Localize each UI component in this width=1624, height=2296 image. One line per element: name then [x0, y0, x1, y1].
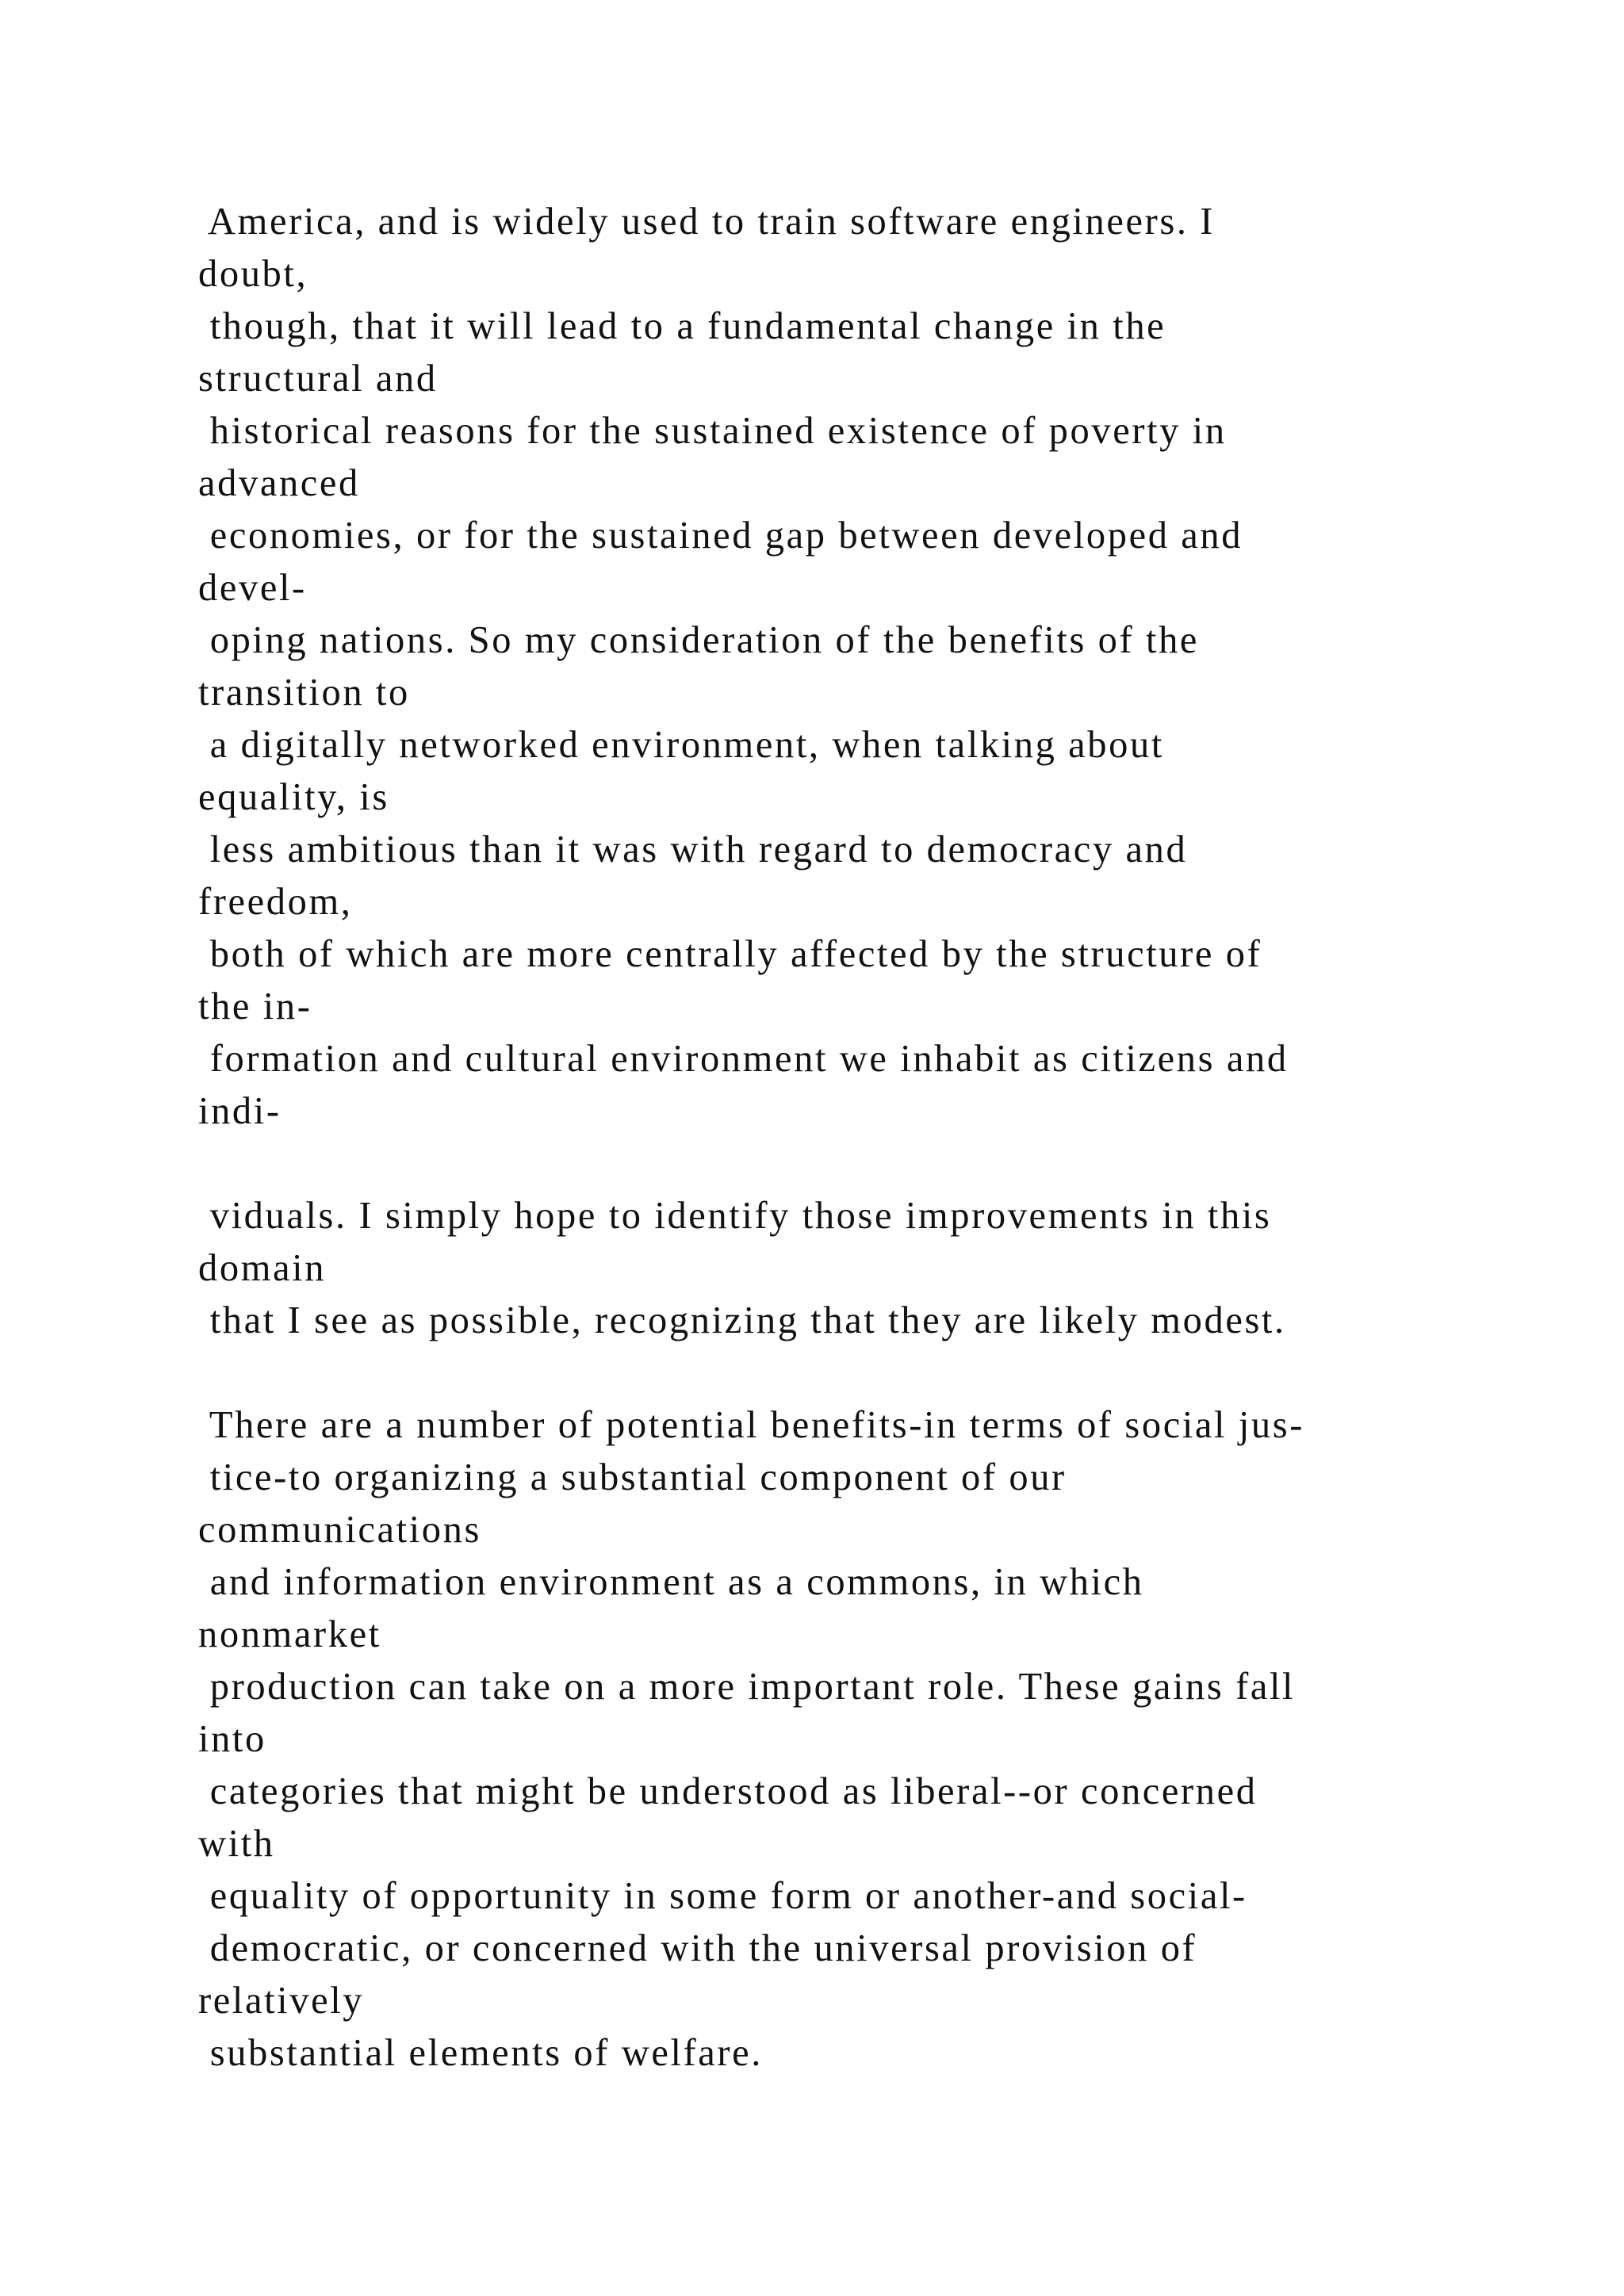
text-line: equality, is — [198, 776, 389, 818]
text-line: both of which are more centrally affected by the structure of — [198, 933, 1262, 975]
text-line: less ambitious than it was with regard to democracy and — [198, 828, 1188, 871]
text-line: communications — [198, 1509, 481, 1551]
text-line: equality of opportunity in some form or another-and social- — [198, 1875, 1247, 1917]
text-line: the in- — [198, 985, 312, 1027]
text-line: and information environment as a commons, in which — [198, 1561, 1144, 1603]
text-line: domain — [198, 1247, 327, 1289]
text-line: formation and cultural environment we inhabit as citizens and — [198, 1038, 1289, 1080]
text-line: relatively — [198, 1980, 365, 2022]
text-line: into — [198, 1718, 266, 1760]
text-line: America, and is widely used to train software engineers. I — [198, 201, 1216, 243]
text-line: structural and — [198, 358, 438, 400]
text-line: nonmarket — [198, 1613, 381, 1655]
text-line: oping nations. So my consideration of the benefits of the — [198, 619, 1200, 661]
text-line: doubt, — [198, 253, 308, 295]
text-line: indi- — [198, 1090, 282, 1132]
text-line: that I see as possible, recognizing that they are likely modest. — [198, 1299, 1286, 1341]
text-line: economies, or for the sustained gap between developed and — [198, 515, 1243, 557]
text-line: tice-to organizing a substantial component of our — [198, 1456, 1067, 1498]
text-line: substantial elements of welfare. — [198, 2032, 764, 2074]
text-line: with — [198, 1823, 275, 1865]
text-line: devel- — [198, 567, 307, 609]
text-line: advanced — [198, 462, 360, 504]
text-line: viduals. I simply hope to identify those improvements in this — [198, 1195, 1272, 1237]
text-line: though, that it will lead to a fundamental change in the — [198, 305, 1166, 347]
text-line: There are a number of potential benefits-in terms of social jus- — [198, 1404, 1304, 1446]
text-line: production can take on a more important role. These gains fall — [198, 1666, 1296, 1708]
text-line: categories that might be understood as liberal--or concerned — [198, 1770, 1258, 1812]
text-line: freedom, — [198, 881, 353, 923]
text-line: historical reasons for the sustained existence of poverty in — [198, 410, 1227, 452]
text-line: transition to — [198, 672, 410, 714]
text-line: a digitally networked environment, when talking about — [198, 724, 1164, 766]
text-line: democratic, or concerned with the universal provision of — [198, 1927, 1197, 1969]
